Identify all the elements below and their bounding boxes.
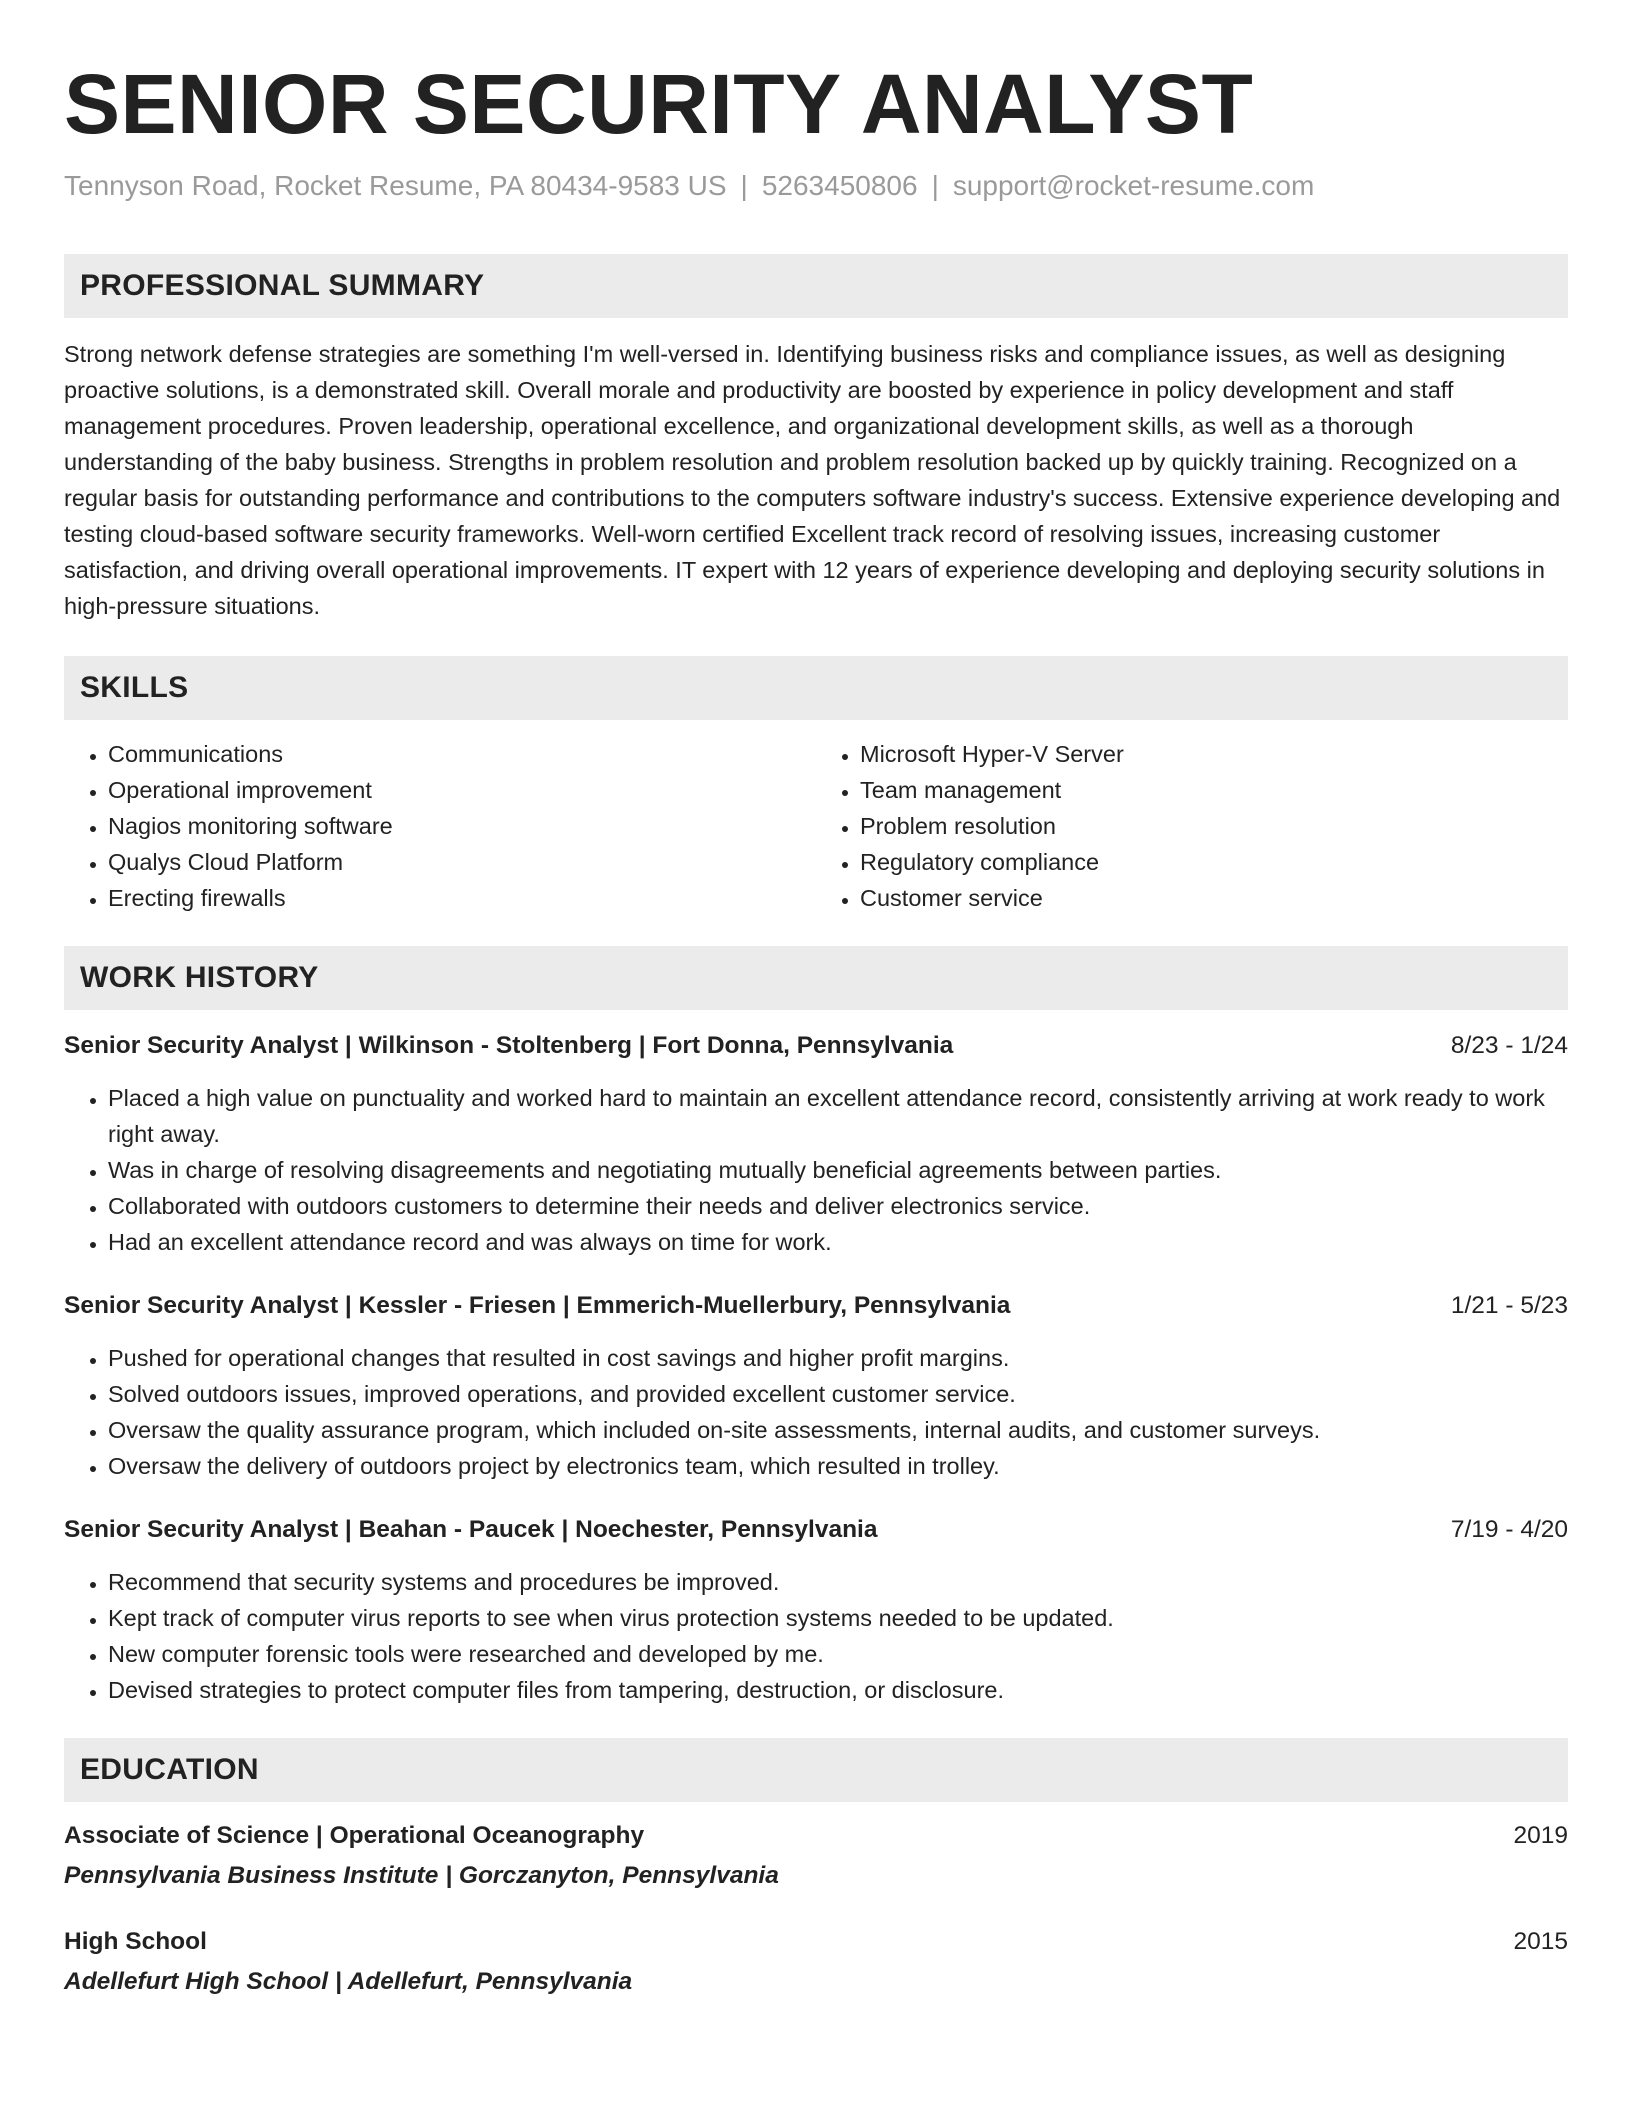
job-dates: 7/19 - 4/20 (1450, 1516, 1568, 1543)
job-bullets (64, 1080, 1568, 1260)
job-bullet: • Pushed for operational changes that resulted in cost savings and higher profit margins. (108, 1340, 1568, 1376)
section-heading: SKILLS (80, 671, 189, 704)
contact-phone: 5263450806 (761, 170, 918, 201)
job-bullet: • Placed a high value on punctuality and worked hard to maintain an excellent attendance record, consistently arriving at work ready to work right away. (108, 1080, 1568, 1152)
contact-email: support@rocket-resume.com (952, 170, 1315, 201)
job-title-row (64, 1028, 1568, 1064)
skill-item: • Team management (860, 772, 1568, 808)
section-header-skills (64, 656, 1568, 720)
job-title: Senior Security Analyst | Beahan - Paucek | Noechester, Pennsylvania (64, 1516, 878, 1543)
resume-name-title: SENIOR SECURITY ANALYST (64, 57, 1254, 151)
education-year: 2019 (1513, 1822, 1568, 1849)
job-bullet: • Was in charge of resolving disagreements and negotiating mutually beneficial agreements between parties. (108, 1152, 1568, 1188)
skills-column-right (816, 736, 1568, 916)
contact-line (64, 168, 1568, 204)
skill-item: • Regulatory compliance (860, 844, 1568, 880)
education-entry (64, 1924, 1568, 2000)
job-title: Senior Security Analyst | Wilkinson - Stoltenberg | Fort Donna, Pennsylvania (64, 1032, 954, 1059)
skill-item: • Customer service (860, 880, 1568, 916)
skills-list (64, 736, 1568, 916)
skill-item: • Problem resolution (860, 808, 1568, 844)
education-degree: High School (64, 1928, 207, 1955)
job-dates: 8/23 - 1/24 (1450, 1032, 1568, 1059)
education-entry (64, 1818, 1568, 1894)
job-bullet: • Had an excellent attendance record and was always on time for work. (108, 1224, 1568, 1260)
summary-paragraph: Strong network defense strategies are something I'm well-versed in. Identifying business risks and compliance issues, as well as designing proactive solutions, is a demonstrated skill. Overall morale and productivity are boosted by experience in policy development and staff management procedures. Proven leadership, operational excellence, and organizational development skills, as well as a thorough understanding of the baby business. Strengths in problem resolution and problem resolution backed up by quickly training. Recognized on a regular basis for outstanding performance and contributions to the computers software industry's success. Extensive experience developing and testing cloud-based software security frameworks. Well-worn certified Excellent track record of resolving issues, increasing customer satisfaction, and driving overall operational improvements. IT expert with 12 years of experience developing and deploying security solutions in high-pressure situations. (64, 341, 1561, 619)
section-header-education (64, 1738, 1568, 1802)
job-bullet: • Recommend that security systems and procedures be improved. (108, 1564, 1568, 1600)
education-row (64, 1924, 1568, 1960)
skill-item: • Qualys Cloud Platform (108, 844, 816, 880)
job-bullet: • Solved outdoors issues, improved operations, and provided excellent customer service. (108, 1376, 1568, 1412)
education-year: 2015 (1513, 1928, 1568, 1955)
job-entry (64, 1512, 1568, 1708)
job-bullet: • New computer forensic tools were researched and developed by me. (108, 1636, 1568, 1672)
education-school: Adellefurt High School | Adellefurt, Pennsylvania (64, 1968, 633, 1995)
contact-separator: | (931, 170, 939, 201)
job-bullets (64, 1340, 1568, 1484)
job-bullet: • Oversaw the delivery of outdoors project by electronics team, which resulted in trolley. (108, 1448, 1568, 1484)
job-bullet: • Oversaw the quality assurance program, which included on-site assessments, internal audits, and customer surveys. (108, 1412, 1568, 1448)
skill-item: • Microsoft Hyper-V Server (860, 736, 1568, 772)
contact-address: Tennyson Road, Rocket Resume, PA 80434-9583 US (64, 170, 727, 201)
skills-column-left (64, 736, 816, 916)
education-row (64, 1818, 1568, 1854)
skill-item: • Erecting firewalls (108, 880, 816, 916)
skill-item: • Nagios monitoring software (108, 808, 816, 844)
job-bullet: • Kept track of computer virus reports to see when virus protection systems needed to be updated. (108, 1600, 1568, 1636)
skill-item: • Communications (108, 736, 816, 772)
job-bullets (64, 1564, 1568, 1708)
section-heading: WORK HISTORY (80, 961, 319, 994)
job-bullet: • Devised strategies to protect computer files from tampering, destruction, or disclosure. (108, 1672, 1568, 1708)
section-header-work-history (64, 946, 1568, 1010)
education-school: Pennsylvania Business Institute | Gorczanyton, Pennsylvania (64, 1862, 779, 1889)
section-heading: EDUCATION (80, 1753, 259, 1786)
job-bullet: • Collaborated with outdoors customers to determine their needs and deliver electronics service. (108, 1188, 1568, 1224)
job-dates: 1/21 - 5/23 (1450, 1292, 1568, 1319)
job-title-row (64, 1512, 1568, 1548)
contact-separator: | (740, 170, 748, 201)
skill-item: • Operational improvement (108, 772, 816, 808)
education-degree: Associate of Science | Operational Oceanography (64, 1822, 645, 1849)
section-header-summary (64, 254, 1568, 318)
job-entry (64, 1288, 1568, 1484)
job-title-row (64, 1288, 1568, 1324)
section-heading: PROFESSIONAL SUMMARY (80, 269, 485, 302)
job-entry (64, 1028, 1568, 1260)
job-title: Senior Security Analyst | Kessler - Friesen | Emmerich-Muellerbury, Pennsylvania (64, 1292, 1011, 1319)
